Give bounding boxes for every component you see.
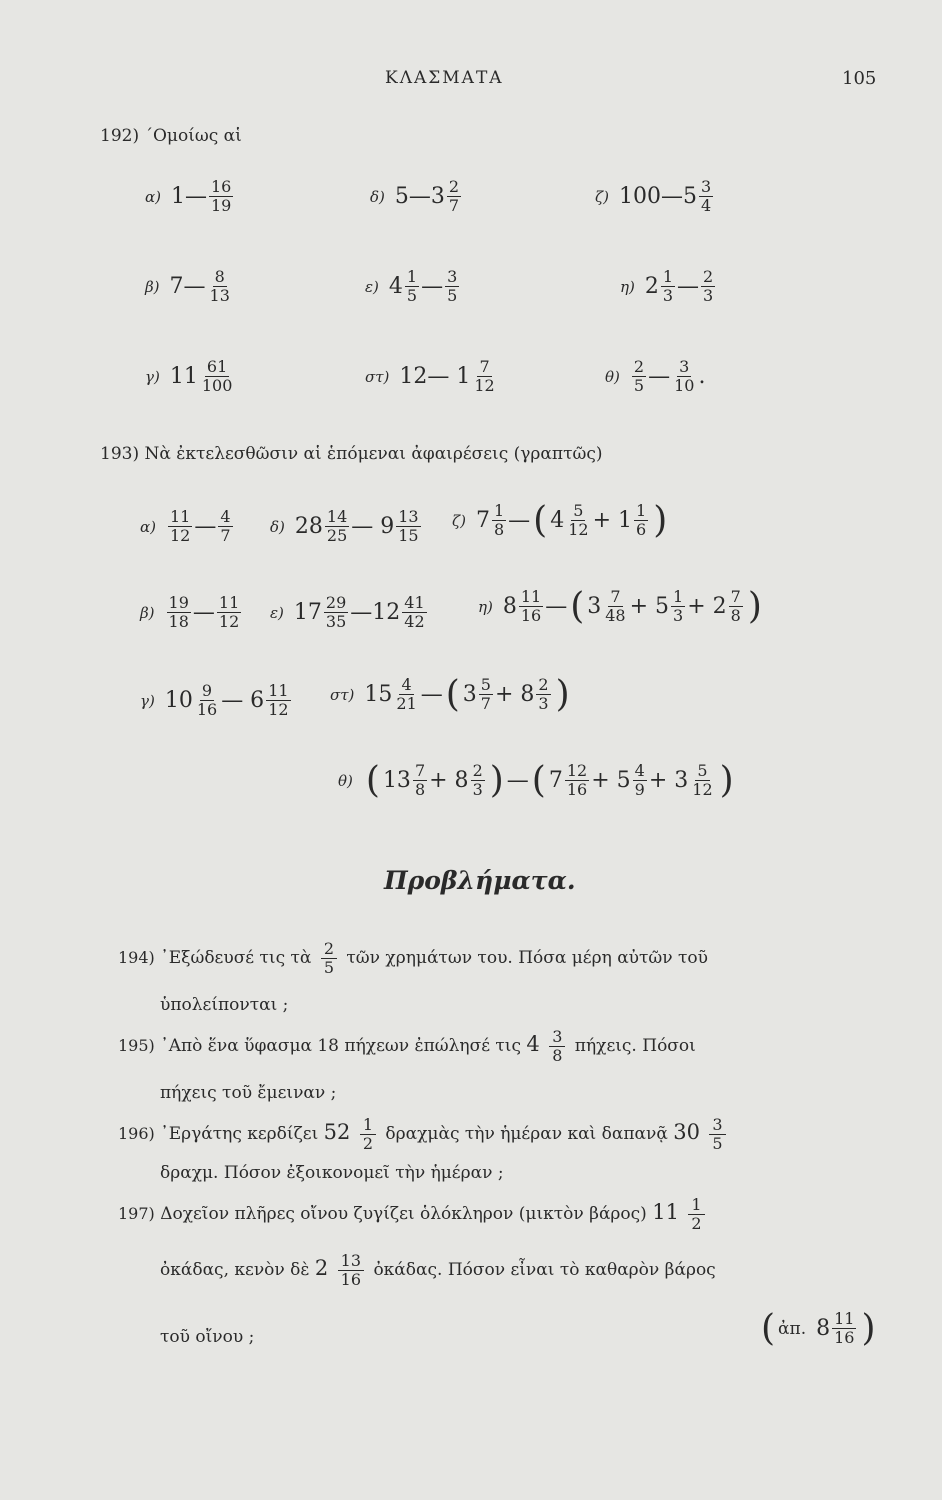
ex193-e: ε) 17 $\frac{29}{35}$ —12 $\frac{41}{42}$ [270,593,425,631]
problem-197-line2: ὀκάδας, κενὸν δὲ 2 $\frac{13}{16}$ ὀκάδας. Πόσον εἶναι τὸ καθαρὸν βάρος [160,1251,716,1289]
ex192-th: θ) $\frac{2}{5}$ — $\frac{3}{10}$ . [605,357,706,395]
problem-197-line3: τοῦ οἴνου ; [160,1327,255,1347]
ex193-st: στ) 15 $\frac{4}{21}$ — ( 3 $\frac{5}{7}$ + 8 $\frac{2}{3}$ ) [330,673,570,715]
problem-197-answer: ( ἀπ. 8 $\frac{11}{16}$ ) [761,1307,876,1349]
ex193-a: α) $\frac{11}{12}$ — $\frac{4}{7}$ [140,507,231,545]
running-header-title: ΚΛΑΣΜΑΤΑ [385,68,504,88]
problem-194: 194) ᾿Εξώδευσέ τις τὰ $\frac{2}{5}$ τῶν χρημάτων του. Πόσα μέρη αὐτῶν τοῦ [118,939,708,977]
problem-195: 195) ᾿Απὸ ἕνα ὕφασμα 18 πήχεων ἐπώλησέ τις 4 $\frac{3}{8}$ πήχεις. Πόσοι [118,1027,696,1065]
ex192-a: α) 1— $\frac{16}{19}$ [145,177,232,215]
ex192-g: γ) 11 $\frac{61}{100}$ [145,357,233,395]
ex193-th: θ) ( 13 $\frac{7}{8}$ + 8 $\frac{2}{3}$ ) — ( 7 $\frac{12}{16}$ + 5 $\frac{4}{9}$ + 3 $\frac{5}{12}$ ) [338,759,734,801]
problem-194-line2: ὑπολείπονται ; [160,995,289,1015]
ex192-d: δ) 5—3 $\frac{2}{7}$ [370,177,460,215]
ex192-st: στ) 12— 1 $\frac{7}{12}$ [365,357,495,395]
ex193-d: δ) 28 $\frac{14}{25}$ — 9 $\frac{13}{15}$ [270,507,419,545]
ex192-h: η) 2 $\frac{1}{3}$ — $\frac{2}{3}$ [620,267,714,305]
ex193-z: ζ) 7 $\frac{1}{8}$ — ( 4 $\frac{5}{12}$ + 1 $\frac{1}{6}$ ) [452,499,668,541]
section-heading-problems: Προβλήματα. [384,866,576,895]
ex192-b: β) 7— $\frac{8}{13}$ [145,267,230,305]
page-number: 105 [842,68,877,89]
exercise-192-intro: 192) ΄Ομοίως αἱ [100,126,242,146]
ex192-e: ε) 4 $\frac{1}{5}$ — $\frac{3}{5}$ [365,267,458,305]
problem-195-line2: πήχεις τοῦ ἔμειναν ; [160,1083,337,1103]
problem-196-line2: δραχμ. Πόσον ἐξοικονομεῖ τὴν ἡμέραν ; [160,1163,504,1183]
problem-197: 197) Δοχεῖον πλῆρες οἴνου ζυγίζει ὁλόκληρον (μικτὸν βάρος) 11 $\frac{1}{2}$ [118,1196,709,1233]
ex193-g: γ) 10 $\frac{9}{16}$ — 6 $\frac{11}{12}$ [140,681,289,719]
ex193-h: η) 8 $\frac{11}{16}$ — ( 3 $\frac{7}{48}$ + 5 $\frac{1}{3}$ + 2 $\frac{7}{8}$ ) [478,585,762,627]
problem-196: 196) ᾿Εργάτης κερδίζει 52 $\frac{1}{2}$ δραχμὰς τὴν ἡμέραν καὶ δαπανᾷ 30 $\frac{3}{5}$ [118,1116,730,1153]
ex192-z: ζ) 100—5 $\frac{3}{4}$ [595,177,712,215]
ex193-b: β) $\frac{19}{18}$ — $\frac{11}{12}$ [140,593,240,631]
exercise-193-intro: 193) Νὰ ἐκτελεσθῶσιν αἱ ἑπόμεναι ἀφαιρέσεις (γραπτῶς) [100,444,603,464]
